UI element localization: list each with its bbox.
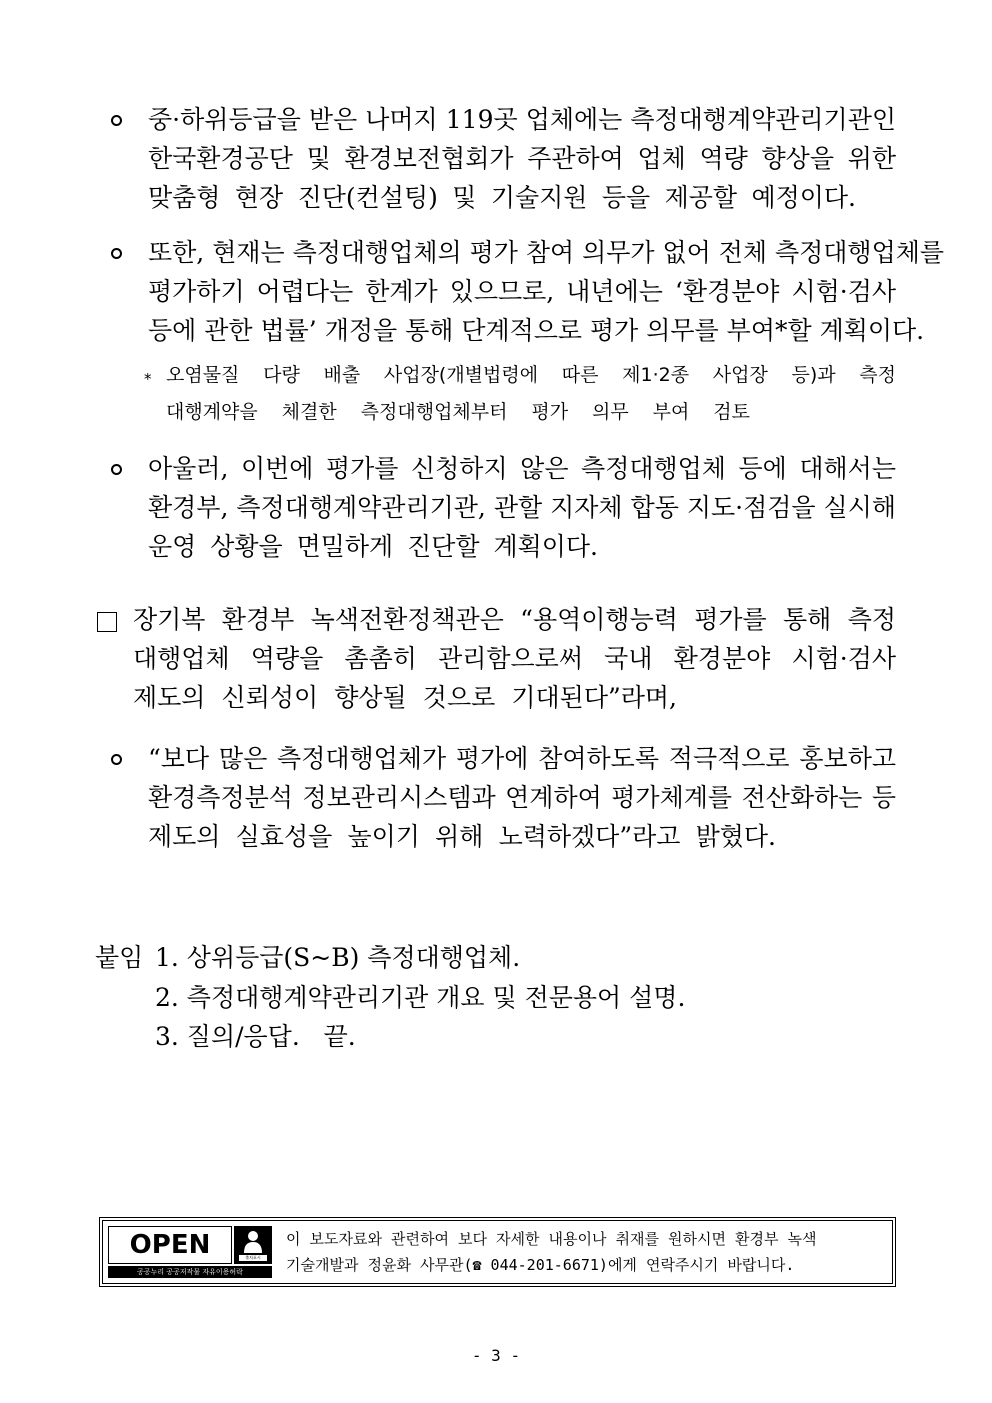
paragraph-2-line-3: 등에 관한 법률’ 개정을 통해 단계적으로 평가 의무를 부여*할 계획이다.: [148, 316, 925, 345]
paragraph-3-line-3: 운영 상황을 면밀하게 진단할 계획이다.: [148, 532, 598, 561]
footnote-line-2: 대행계약을 체결한 측정대행업체부터 평가 의무 부여 검토: [166, 401, 750, 423]
paragraph-5-line-1: “보다 많은 측정대행업체가 평가에 참여하도록 적극적으로 홍보하고: [148, 744, 896, 773]
attachment-label: 붙임: [95, 943, 144, 972]
paragraph-3-line-1: 아울러, 이번에 평가를 신청하지 않은 측정대행업체 등에 대해서는: [148, 454, 896, 483]
attribution-icon: [234, 1226, 272, 1264]
kogl-caption: 공공누리 공공저작물 자유이용허락: [108, 1266, 272, 1278]
attachment-item-2: 2. 측정대행계약관리기관 개요 및 전문용어 설명.: [155, 983, 686, 1012]
paragraph-1-line-2: 한국환경공단 및 환경보전협회가 주관하여 업체 역량 향상을 위한: [148, 144, 896, 173]
bullet-circle: [111, 464, 122, 475]
paragraph-5-line-3: 제도의 실효성을 높이기 위해 노력하겠다”라고 밝혔다.: [148, 822, 776, 851]
paragraph-2-line-2: 평가하기 어렵다는 한계가 있으므로, 내년에는 ‘환경분야 시험·검사: [148, 277, 896, 306]
footnote-mark: *: [144, 370, 152, 388]
attachment-item-1: 1. 상위등급(S~B) 측정대행업체.: [155, 943, 521, 972]
paragraph-4-line-2: 대행업체 역량을 촘촘히 관리함으로써 국내 환경분야 시험·검사: [133, 644, 896, 673]
bullet-circle: [111, 754, 122, 765]
bullet-circle: [111, 248, 122, 259]
paragraph-2-line-1: 또한, 현재는 측정대행업체의 평가 참여 의무가 없어 전체 측정대행업체를: [148, 238, 945, 267]
paragraph-4-line-3: 제도의 신뢰성이 향상될 것으로 기대된다”라며,: [133, 683, 677, 712]
attachment-item-3: 3. 질의/응답. 끝.: [155, 1022, 356, 1051]
footnote-line-1: 오염물질 다량 배출 사업장(개별법령에 따른 제1·2종 사업장 등)과 측정: [166, 364, 896, 386]
kogl-open-logo: [108, 1226, 272, 1278]
bullet-circle: [111, 115, 122, 126]
page-number: - 3 -: [471, 1346, 521, 1365]
paragraph-5-line-2: 환경측정분석 정보관리시스템과 연계하여 평가체계를 전산화하는 등: [148, 783, 896, 812]
bullet-square: [97, 612, 117, 632]
contact-box: [99, 1217, 896, 1287]
paragraph-1-line-1: 중·하위등급을 받은 나머지 119곳 업체에는 측정대행계약관리기관인: [148, 105, 896, 134]
paragraph-1-line-3: 맞춤형 현장 진단(컨설팅) 및 기술지원 등을 제공할 예정이다.: [148, 183, 856, 212]
contact-line-2: 기술개발과 정윤화 사무관(☎ 044-201-6671)에게 연락주시기 바랍니다.: [286, 1256, 795, 1274]
paragraph-3-line-2: 환경부, 측정대행계약관리기관, 관할 지자체 합동 지도·점검을 실시해: [148, 493, 896, 522]
contact-line-1: 이 보도자료와 관련하여 보다 자세한 내용이나 취재를 원하시면 환경부 녹색: [286, 1230, 817, 1248]
attribution-badge-label: 출처표시: [245, 1255, 261, 1260]
paragraph-4-line-1: 장기복 환경부 녹색전환정책관은 “용역이행능력 평가를 통해 측정: [133, 605, 896, 634]
open-logo-text: OPEN: [108, 1226, 232, 1264]
